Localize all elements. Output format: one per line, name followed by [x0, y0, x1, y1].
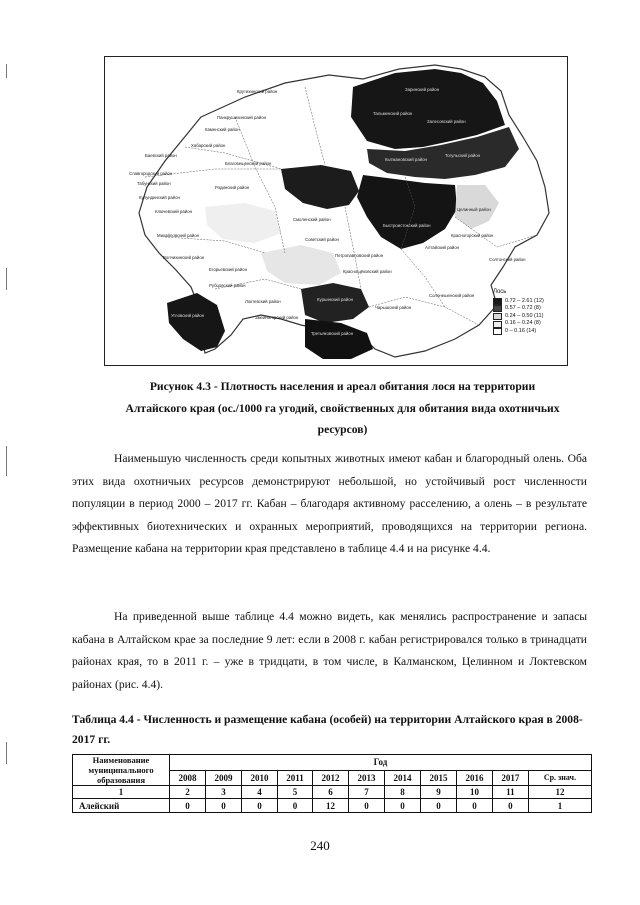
year-header: 2017: [492, 770, 528, 786]
district-label: Смоленский район: [293, 217, 331, 222]
district-label: Солонешенский район: [429, 293, 475, 298]
page-number: 240: [310, 838, 330, 853]
district-label: Родинский район: [215, 185, 250, 190]
table-row: [73, 799, 592, 813]
district-name-cell: Алейский: [73, 799, 170, 813]
figure-caption-line: Алтайского края (ос./1000 га угодий, свойственных для обитания вида охотничьих: [125, 401, 560, 415]
legend-label: 0 – 0.16 (14): [505, 327, 537, 334]
scan-margin-mark: [6, 268, 7, 290]
legend-label: 0.72 – 2.61 (12): [505, 297, 544, 304]
column-header-name: Наименование муниципального образования: [73, 755, 170, 786]
legend-item: [493, 328, 567, 336]
year-header: 2008: [170, 770, 206, 786]
body-paragraph: Наименьшую численность среди копытных животных имеют кабан и благородный олень. Оба этих вида охотничьих ресурсов демонстрируют небольшой, но устойчивый рост численности популяции в период 2000 – 2017 гг. Кабан – благодаря активному расселению, а олень – в результате эффективных биотехнических и охранных мероприятий, проводящихся на территории региона. Размещение кабана на территории края представлено в таблице 4.4 и на рисунке 4.4.: [72, 452, 587, 556]
district-label: Кулундинский район: [139, 195, 180, 200]
district-label: Краснощёковский район: [343, 269, 392, 274]
district-label: Табунский район: [137, 181, 171, 186]
column-number: 6: [313, 786, 349, 799]
scan-margin-mark: [6, 446, 7, 476]
table-cell: 0: [384, 799, 420, 813]
column-number: 1: [73, 786, 170, 799]
column-header-year: Год: [170, 755, 592, 771]
district-label: Локтевский район: [245, 299, 281, 304]
district-label: Хабарский район: [191, 143, 226, 148]
year-header: 2013: [349, 770, 385, 786]
district-label: Залесовский район: [427, 119, 466, 124]
legend-swatch: [493, 321, 502, 328]
column-number: 2: [170, 786, 206, 799]
table-column-numbers: [73, 786, 592, 799]
figure-caption: [90, 376, 595, 441]
table-cell: 0: [170, 799, 206, 813]
legend-item: [493, 305, 567, 313]
column-number: 9: [420, 786, 456, 799]
district-label: Курьинский район: [317, 297, 353, 302]
district-label: Ключевский район: [155, 209, 192, 214]
column-number: 8: [384, 786, 420, 799]
map-legend: [493, 289, 567, 336]
column-number: 5: [277, 786, 312, 799]
body-paragraph: На приведенной выше таблице 4.4 можно видеть, как менялись распространение и запасы кабана в Алтайском крае за последние 9 лет: если в 2008 г. кабан регистрировался только в тринадцати районах края, то в 2011 г. – уже в тридцати, в том числе, в Калманском, Целинном и Локтевском районах (рис. 4.4).: [72, 610, 587, 691]
district-label: Тальменский район: [373, 111, 413, 116]
district-label: Змеиногорский район: [255, 315, 299, 320]
district-label: Волчихинский район: [163, 255, 205, 260]
district-label: Чарышский район: [375, 305, 412, 310]
table-cell: 0: [420, 799, 456, 813]
district-label: Целинный район: [457, 207, 491, 212]
year-header: 2011: [277, 770, 312, 786]
scan-margin-mark: [6, 742, 7, 764]
table-cell: 0: [205, 799, 241, 813]
legend-swatch: [493, 305, 502, 312]
legend-label: 0.24 – 0.50 (11): [505, 312, 544, 319]
column-number: 11: [492, 786, 528, 799]
table-cell: 0: [241, 799, 277, 813]
figure-caption-line: ресурсов): [317, 423, 368, 437]
district-label: Баевский район: [145, 153, 177, 158]
year-header: 2010: [241, 770, 277, 786]
district-label: Тогульский район: [445, 153, 481, 158]
table-cell: 1: [528, 799, 591, 813]
table-cell: 0: [349, 799, 385, 813]
legend-title: Лось: [493, 289, 507, 295]
table-cell: 0: [492, 799, 528, 813]
year-header: 2009: [205, 770, 241, 786]
legend-swatch: [493, 313, 502, 320]
year-header-average: Ср. знач.: [528, 770, 591, 786]
column-number: 12: [528, 786, 591, 799]
district-label: Угловский район: [171, 313, 205, 318]
district-label: Михайловский район: [157, 233, 200, 238]
column-number: 4: [241, 786, 277, 799]
district-label: Солтонский район: [489, 257, 526, 262]
scan-margin-mark: [6, 64, 7, 78]
column-number: 7: [349, 786, 385, 799]
legend-item: [493, 298, 567, 306]
district-label: Советский район: [305, 237, 339, 242]
column-number: 10: [456, 786, 492, 799]
table-caption: Таблица 4.4 - Численность и размещение кабана (особей) на территории Алтайского края в 2008-2017 гг.: [72, 713, 583, 746]
year-header: 2014: [384, 770, 420, 786]
district-label: Каменский район: [205, 127, 240, 132]
district-label: Алтайский район: [425, 245, 460, 250]
district-label: Панкрушихинский район: [217, 115, 266, 120]
district-label: Благовещенский район: [225, 161, 272, 166]
figure-caption-line: Рисунок 4.3 - Плотность населения и ареал обитания лося на территории: [149, 380, 536, 393]
table-cell: 0: [456, 799, 492, 813]
year-header: 2015: [420, 770, 456, 786]
district-label: Заринский район: [405, 87, 440, 92]
legend-swatch: [493, 298, 502, 305]
district-label: Кытмановский район: [385, 157, 427, 162]
district-label: Третьяковский район: [311, 331, 354, 336]
district-label: Рубцовский район: [209, 283, 246, 288]
district-label: Красногорский район: [451, 233, 494, 238]
boar-population-table: [72, 754, 592, 813]
table-header-row: [73, 755, 592, 771]
year-header: 2012: [313, 770, 349, 786]
district-label: Петропавловский район: [335, 253, 384, 258]
column-number: 3: [205, 786, 241, 799]
year-header: 2016: [456, 770, 492, 786]
legend-swatch: [493, 328, 502, 335]
district-label: Егорьевский район: [209, 267, 247, 272]
legend-label: 0.57 – 0.72 (8): [505, 305, 541, 312]
district-label: Славгородский район: [129, 171, 173, 176]
district-label: Быстроистокский район: [383, 223, 431, 228]
district-label: Крутихинский район: [237, 89, 278, 94]
table-cell: 0: [277, 799, 312, 813]
legend-item: [493, 313, 567, 321]
table-cell: 12: [313, 799, 349, 813]
moose-density-map: [104, 56, 568, 366]
legend-label: 0.16 – 0.24 (8): [505, 320, 541, 327]
legend-item: [493, 320, 567, 328]
